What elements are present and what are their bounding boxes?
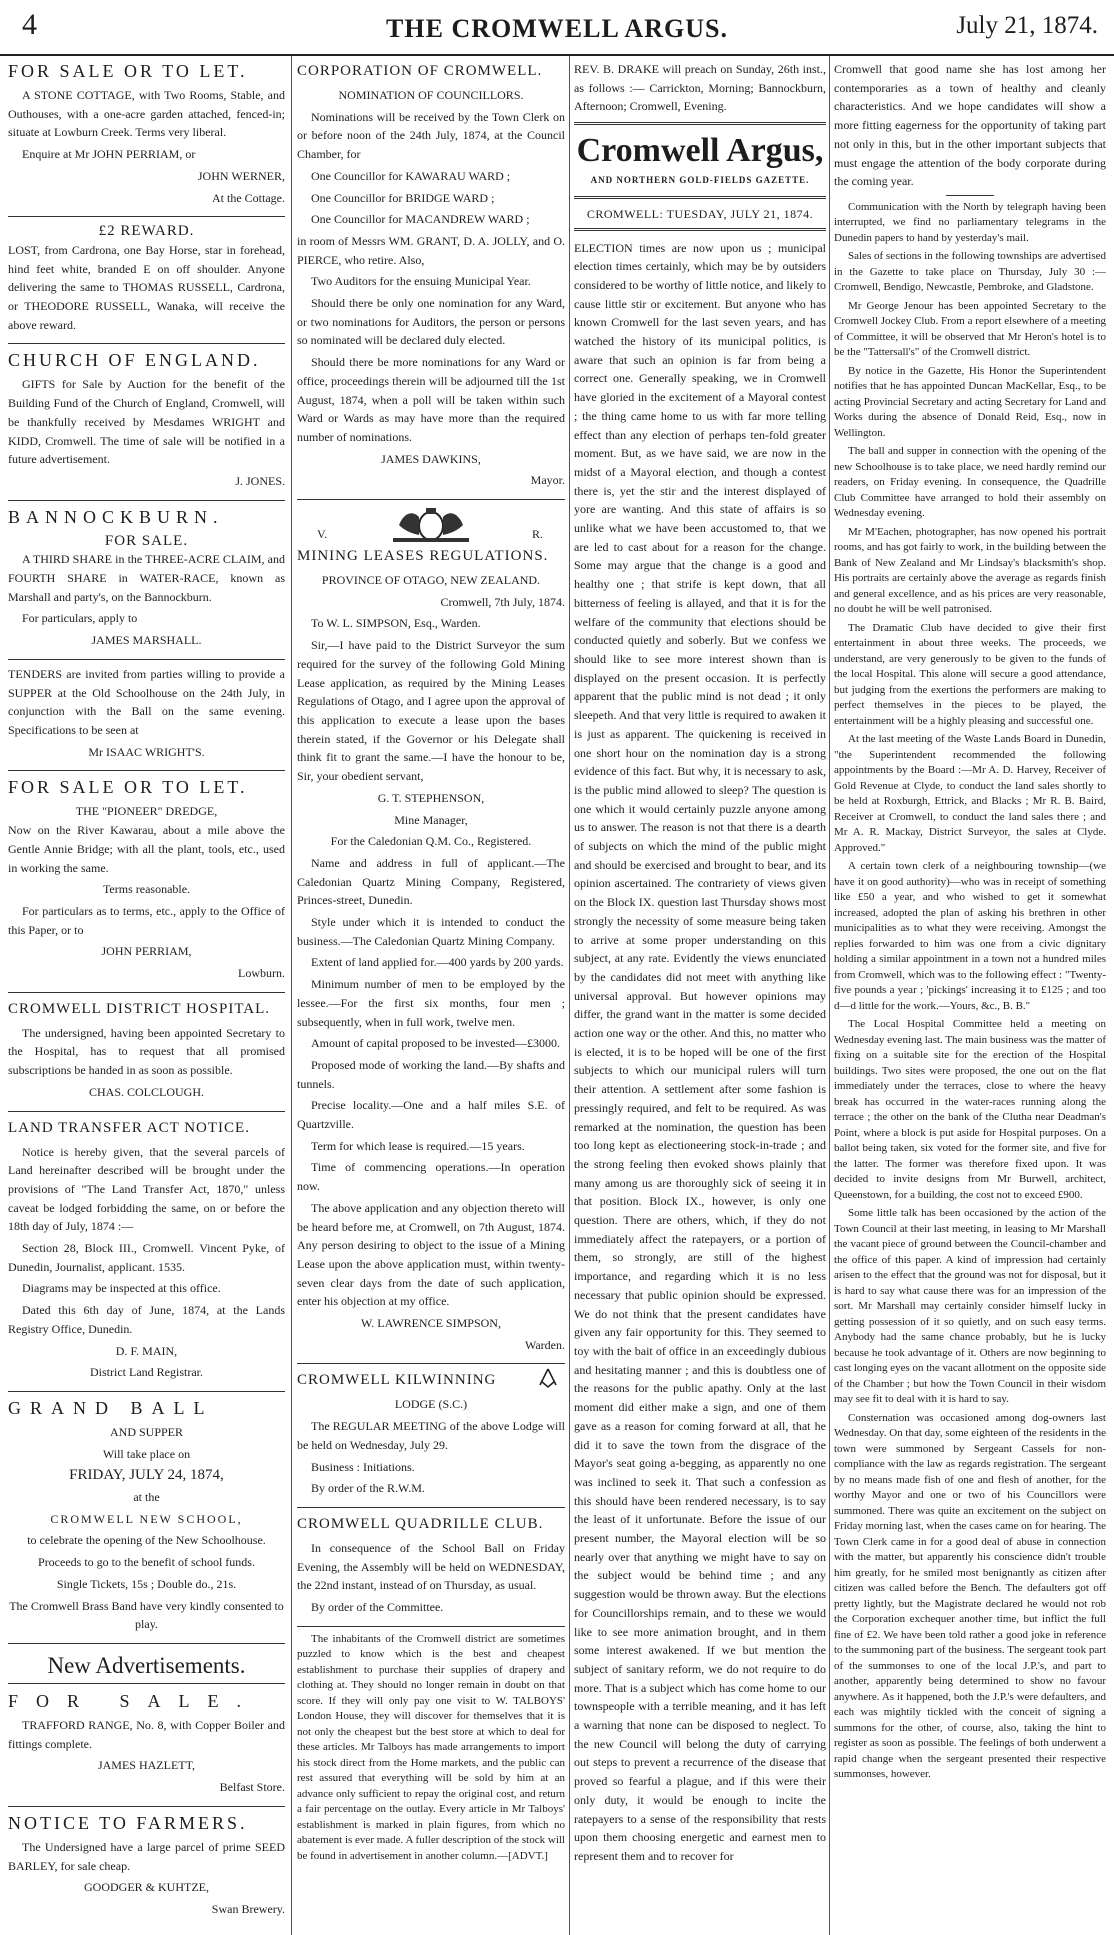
ad-heading: FOR SALE OR TO LET. [8,61,248,81]
ad-heading: FOR SALE OR TO LET. [8,777,248,798]
ad-body: GIFTS for Sale by Auction for the benefit of the Building Fund of the Church of England, Cromwell, will be thankfully received by Mesdames WRIGHT and KIDD, Cromwell. The time of sale will be notified in a future advertisement. [8,377,285,467]
ad-body: Now on the River Kawarau, about a mile above the Gentle Annie Bridge; with all the plant, tools, etc., used in working the same. [8,823,285,875]
ad-dredge [8,776,285,992]
ad-line: By order of the R.W.M. [311,1481,425,1496]
ad-line: JOHN WERNER, [197,168,285,183]
ad-line: At the Cottage. [212,190,285,205]
ad-body: Sir,—I have paid to the District Surveyor the sum required for the survey of the following Gold Mining Lease application, as required by the Mining Leases Regulations of Otago, and I agree upon the approval of this application to execute a lease upon the bases therein stated, if the Governor or his Delegate shall think fit to grant the same.—I have the honour to be, Sir, your obedient servant, [297,638,565,784]
ad-signature: JOHN PERRIAM, [101,944,192,959]
ad-body: A THIRD SHARE in the THREE-ACRE CLAIM, and FOURTH SHARE in WATER-RACE, known as Marshall and party's, on the Bannockburn. [8,552,285,604]
ad-body: Proposed mode of working the land.—By shafts and tunnels. [297,1057,565,1091]
ad-signature: JAMES HAZLETT, [97,1758,196,1773]
ad-signature: For the Caledonian Q.M. Co., Registered. [330,834,532,849]
ad-line: For particulars, apply to [22,611,138,626]
royal-crest-row [297,505,565,545]
ad-heading: CROMWELL DISTRICT HOSPITAL. [8,1000,271,1017]
ad-heading: BANNOCKBURN. [8,506,224,527]
ad-line: Terms reasonable. [102,882,191,897]
ad-body: Should there be only one nomination for any Ward, or two nominations for Auditors, the person or persons so nominated will be declared duly elected. [297,296,565,348]
ad-signature: Mine Manager, [394,812,468,827]
ad-line: at the [133,1490,160,1505]
ad-subheading: THE "PIONEER" DREDGE, [75,804,218,819]
ad-mining [297,505,565,1364]
ad-body: The REGULAR MEETING of the above Lodge will be held on Wednesday, July 29. [297,1419,565,1452]
ad-bannockburn [8,506,285,660]
ad-church [8,349,285,500]
ad-signature: G. T. STEPHENSON, [377,790,485,805]
column-4 [834,60,1106,1786]
ad-body: Name and address in full of applicant.—The Caledonian Quartz Mining Company, Registered, Princes-street, Dunedin. [297,855,565,908]
ad-signature: Belfast Store. [219,1780,285,1795]
ad-signature: Mayor. [530,473,565,488]
news-item: Consternation was occasioned among dog-owners last Wednesday. On that day, some eighteen of the residents in the town were summoned by Sergeant Cassels for non-compliance with the law as regards registration. The sergeant by no means made fish of one and flesh of another, for the worthy Mayor and one or two of his Councillors were summoned. There was quite an excitement on the subject on Friday morning last, when the cases came on for hearing. The Town Clerk came in for a good deal of abuse in connection with the matter, but apparently his conscience didn't trouble him greatly, for he smiled most benignantly as citizen after citizen was called before the Bench. The defaulters got off pretty lightly, but the Magistrate declared he would not rob the Corporation exchequer another time, but inflict the full fine of £2. We have been told rather a good joke in reference to the summoning part of the business. The sergeant took part of the summonses to one of the local J.P.'s, and part to another, apparently being determined to show no favour anywhere. As it happened, both the J.P.'s were defaulters, and each was mightily tickled with the conceit of signing a summons for the other, of course, also, taking the hint to register as soon as possible. The feelings of both underwent a rapid change when the sergeant presented their respective summonses, however. [834,1411,1106,1781]
royal-coat-of-arms-icon [383,505,479,543]
ad-line: Diagrams may be inspected at this office. [22,1281,221,1296]
newspaper-title: THE CROMWELL ARGUS. [386,14,728,43]
ad-signature: D. F. MAIN, [115,1343,178,1358]
editorial-body: ELECTION times are now upon us ; municipal election times certainly, which may be by outsiders considered to be worthy of little notice, and likely to cause little stir or excitement. But anyone who has known Cromwell for the last seven years, and has watched the history of its municipal politics, is aware that such an opinion is far from being a correct one. Generally speaking, we in Cromwell have gloried in the excitement of a Mayoral contest ; the thing came home to us with far more telling effect than any election of perhaps ten-fold greater moment. But, as we have said, we are now in the midst of a Mayoral election, and though a contest there is, yet the stir and the interest displayed of yore are wanting. And this state of affairs is so unlike what we have been accustomed to, that we are led to cast about for a reason for the change. Some may argue that the change is a good and healthy one ; that strife is kept down, that all bitterness of feeling is allayed, and that it is for the welfare of the community that elections should be conducted quietly and soberly. But we confess we should like to see more interest shown than is displayed on the present occasion. It is perfectly apparent that the public mind is not dead ; it only sleepeth. And that very little is required to awaken it is just as apparent. The quickening is received in one short hour on the nomination day is a strong evidence of this fact. But why, it is necessary to ask, is the public mind allowed to sleep? The question is one which it would certainly puzzle anyone among us to answer. The reason is not that there is a dearth of subjects on which the mind of the public might and should be exercised and brought to bear, and its opinion ascertained. The contrariety of views given on the Block IX. question last Thursday shows most strongly the necessity of some measure being taken to arrive at some proper understanding on this subject, at any rate. Evidently the views enunciated by the candidates did not meet with anything like universal approval. But however opinions may differ, the grand want in the matter is some decided action one way or the other. And this, no matter who is elected, it is to be hoped will be one of the first subjects to which our municipal rulers will turn their attention. A settlement after some fashion is pressingly required, and felt to be required. As was remarked at the nomination, the question has been too long kept as electioneering stock-in-trade ; and the strong feeling then evoked shows plainly that many among us are thoroughly sick of seeing it in that position. Block IX., however, is only one question. There are others, which, if they do not immediately affect the ratepayers, or a portion of them, so strongly, are still of the highest importance, and regarding which it is no less necessary that public opinion should be expressed. We do not think that the present candidates have given any fair opportunity for this. They seemed to toy with the bait of office in an exceedingly dubious and hesitating manner ; and this is doubtless one of the reasons for the public apathy. Only at the last moment did either make a sign, and one of them gave as a reason for coming forward at all, that he did it to save the town from the disgrace of the Mayor's seat going a-begging, as apparently no one was inclined to seek it. That such a confession as this should have been rendered necessary, is to say the least of it unfortunate. Before the issue of our present number, the Mayoral election will be so nearly over that anything we might have to say on the subject would be behind time ; and any suggestion would be thrown away. But the elections for Councillorships remain, and to these we would like to see more animation brought, and in them some interest awakened. If we but mention the subject of sanitary reform, we do not require to do more. That is a subject which has come home to our townspeople with a terrible meaning, and it has left a warning that none can be disposed to neglect. To the new Council will belong the duty of carrying out steps to prevent a recurrence of the disease that proved so fearful a plague, and if this were their only duty, it would be enough to incite the ratepayers to a sense of the responsibility that rests upon them choosing energetic and earnest men to represent them and to recover for [574,240,826,1863]
news-item: At the last meeting of the Waste Lands Board in Dunedin, "the Superintendent recommended the following appointments by the Board :—Mr A. D. Harvey, Receiver of Gold Revenue at Clyde, to conduct the land sales shortly to be held at Roxburgh, Ettrick, and Blacks ; Mr R. B. Baird, Receiver at Cromwell, to conduct the land sales there ; and Mr A. R. Mackay, District Surveyor, the sales at Clyde. Approved." [834,733,1106,854]
ad-line: Proceeds to go to the benefit of school funds. [38,1555,255,1570]
column-rule [291,56,292,1935]
ad-body: Minimum number of men to be employed by the lessee.—For the first six months, four men ; subsequently, when in full work, twelve men. [297,977,565,1029]
editorial-continued: Cromwell that good name she has lost among her contemporaries as a town of healthy and cleanly characteristics. And we hope candidates will show a more fitting eagerness for the opportunity of taking part not only in this, but in the other important subjects that must engage the attention of the body corporate during the coming year. [834,62,1106,189]
ad-body: TENDERS are invited from parties willing to provide a SUPPER at the Old Schoolhouse on the 24th July, in conjunction with the Ball on the same evening. Specifications to be seen at [8,666,285,737]
ad-body: In consequence of the School Ball on Friday Evening, the Assembly will be held on WEDNESDAY, the 22nd instant, instead of on Thursday, as usual. [297,1541,565,1593]
ad-subheading: NOMINATION OF COUNCILLORS. [338,88,524,102]
crest-letter-r: R. [531,527,543,542]
ad-body: Term for which lease is required.—15 years. [311,1138,525,1153]
ad-cottage [8,60,285,217]
ad-line: Business : Initiations. [311,1459,415,1474]
ad-signature: W. LAWRENCE SIMPSON, [361,1316,501,1331]
ad-heading: CROMWELL KILWINNING [297,1372,497,1389]
news-item: The Local Hospital Committee held a meeting on Wednesday evening last. The main business was the matter of fixing on a suitable site for the erection of the Hospital buildings. Two sites were proposed, the one out on the flat immediately under the terraces, close to where the heavy break has occurred in the water-races running along the terrace ; the other on the bank of the Clutha near Deadman's Point, where a block is put aside for Hospital purposes. On a ballot being taken, six voted for the former site, and five for the latter. The former was therefore fixed upon. It was decided to invite designs from Mr Burwell, architect, Queenstown, for a building, the cost not to exceed £900. [834,1018,1106,1201]
ad-range [8,1690,285,1807]
ad-body: Time of commencing operations.—In operation now. [297,1160,565,1194]
ad-heading: £2 REWARD. [98,223,195,240]
ad-line: PROVINCE OF OTAGO, NEW ZEALAND. [321,573,541,588]
masthead-subtitle: AND NORTHERN GOLD-FIELDS GAZETTE. [574,171,826,199]
ad-ball [8,1397,285,1644]
lodge-heading-row [297,1369,565,1391]
ad-heading: CHURCH OF ENGLAND. [8,350,261,371]
ad-line: One Councillor for KAWARAU WARD ; [311,168,511,183]
news-item: Mr M'Eachen, photographer, has now opened his portrait rooms, and has got fairly to work, in the building between the Bank of New Zealand and Mr Lindsay's blacksmith's shop. His portraits are certainly above the average as regards finish and general excellence, and as his prices are very reasonable, no doubt he will be well patronised. [834,525,1106,616]
ad-line: By order of the Committee. [311,1600,444,1615]
ad-line: One Councillor for MACANDREW WARD ; [311,212,530,227]
news-item: The Dramatic Club have decided to give their first entertainment in about three weeks. The proceeds, we understand, are very generously to be given to the funds of the local Hospital. This alone will secure a good attendance, but judging from the exertions the performers are making to perfect themselves in the pieces to be played, the entertainment will be a highly pleasing and successful one. [834,621,1106,727]
ad-body: Notice is hereby given, that the several parcels of Land hereinafter described will be brought under the provisions of "The Land Transfer Act, 1870," unless caveat be lodged forbidding the same, on or before the 18th day of July, 1874 :— [8,1144,285,1234]
ad-body: Extent of land applied for.—400 yards by 200 yards. [311,955,564,970]
ad-heading: FOR SALE. [8,1691,260,1711]
ad-subheading: LODGE (S.C.) [394,1397,468,1412]
ad-body: A STONE COTTAGE, with Two Rooms, Stable, and Outhouses, with a one-acre garden attached, fenced-in; situate at Lowburn Creek. Terms very liberal. [8,88,285,140]
talboys-notice: The inhabitants of the Cromwell district are sometimes puzzled to know which is the best and cheapest establishment to purchase their supplies of drapery and clothing at. They should no longer remain in doubt on that score. If they will only pay one visit to W. TALBOYS' London House, they will discover for themselves that it is not only the cheapest but the best store at which to deal for these articles. Mr Talboys has made arrangements to import his stock direct from the Home markets, and the public can rest assured that everything will be sold by him at an advance only sufficient to repay the original cost, and return a fair percentage on the outlay. Every article in Mr Talboys' establishment is marked in plain figures, from which no abatement is ever made. A fuller description of the stock will be found in advertisement in another column.—[ADVT.] [297,1632,565,1862]
ad-line: Single Tickets, 15s ; Double do., 21s. [56,1576,237,1591]
ad-signature: Lowburn. [238,966,285,981]
ad-farmers [8,1812,285,1919]
page-header [0,0,1114,56]
square-and-compasses-icon [537,1367,559,1389]
ad-heading: MINING LEASES REGULATIONS. [297,548,549,565]
ad-body: The Undersigned have a large parcel of prime SEED BARLEY, for sale cheap. [8,1839,285,1873]
ad-hospital [8,998,285,1112]
ad-body: TRAFFORD RANGE, No. 8, with Copper Boiler and fittings complete. [8,1718,285,1751]
ad-line: Cromwell, 7th July, 1874. [440,594,565,609]
ad-line: CROMWELL NEW SCHOOL, [50,1511,243,1526]
ad-body: Precise locality.—One and a half miles S.E. of Quartzville. [297,1098,565,1132]
ad-line: Enquire at Mr JOHN PERRIAM, or [22,147,196,162]
ad-line: For particulars as to terms, etc., apply to the Office of this Paper, or to [8,903,285,937]
ad-lodge [297,1369,565,1508]
news-item: Sales of sections in the following townships are advertised in the Gazette to take place on Thursday, July 30 :—Cromwell, Bendigo, Newcastle, Pembroke, and Gladstone. [834,250,1106,294]
ad-line: One Councillor for BRIDGE WARD ; [311,190,495,205]
ad-body: LOST, from Cardrona, one Bay Horse, star in forehead, hind feet white, branded E on off shoulder. Anyone delivering the same to THOMAS RUSSELL, Cardrona, or THEODORE RUSSELL, Wanaka, will receive the above reward. [8,242,285,332]
news-item: The ball and supper in connection with the opening of the new Schoolhouse is to take place, we need hardly remind our readers, on Friday evening. In consequence, the Quadrille Club Committee have arranged to hold their assembly on Wednesday evening. [834,445,1106,520]
news-item: Communication with the North by telegraph having been interrupted, we find no parliamentary telegrams in the Dunedin papers to hand by yesterday's mail. [834,200,1106,244]
ad-signature: JAMES MARSHALL. [91,633,202,648]
column-1 [8,60,285,1922]
ad-heading: NOTICE TO FARMERS. [8,1812,248,1833]
ad-signature: District Land Registrar. [90,1365,203,1380]
ad-land-transfer [8,1117,285,1392]
ad-signature: JAMES DAWKINS, [381,451,481,466]
ad-subheading: FOR SALE. [104,532,189,549]
ad-signature: CHAS. COLCLOUGH. [88,1084,204,1099]
ad-reward [8,222,285,344]
ad-body: Should there be more nominations for any Ward or office, proceedings therein will be adjourned till the 1st August, 1874, when a poll will be taken within such Ward or Wards as may have more than the required number of nominations. [297,355,565,444]
ad-body: Nominations will be received by the Town Clerk on or before noon of the 24th July, 1874, at the Council Chamber, for [297,109,565,162]
ad-signature: GOODGER & KUHTZE, [84,1880,209,1895]
ad-body: Section 28, Block III., Cromwell. Vincent Pyke, of Dunedin, Journalist, applicant. 1535. [8,1241,285,1274]
ad-signature: J. JONES. [235,473,285,488]
ad-body: The undersigned, having been appointed Secretary to the Hospital, has to request that all promised subscriptions be handed in as soon as possible. [8,1025,285,1078]
news-item: Mr George Jenour has been appointed Secretary to the Cromwell Jockey Club. From a report elsewhere of a meeting of Committee, it will be observed that Mr Heron's hotel is to be the "Tattersall's" of the Cromwell district. [834,299,1106,359]
ad-body: The above application and any objection thereto will be heard before me, at Cromwell, on 7th August, 1874. Any person desiring to object to the issue of a Mining Lease upon the above application must, within twenty-seven clear days from the date of such application, enter his objection at my office. [297,1200,565,1309]
ad-line: Dated this 6th day of June, 1874, at the Lands Registry Office, Dunedin. [8,1303,285,1336]
divider [946,195,994,196]
ad-heading: CROMWELL QUADRILLE CLUB. [297,1516,544,1532]
page-number: 4 [22,8,37,41]
ad-signature: Swan Brewery. [211,1901,285,1916]
column-rule [829,56,830,1935]
ad-body: in room of Messrs WM. GRANT, D. A. JOLLY, and O. PIERCE, who retire. Also, [297,233,565,267]
ad-heading: GRAND BALL [8,1397,214,1418]
ad-signature: Warden. [524,1337,565,1352]
column-3 [574,60,826,1869]
ad-heading: CORPORATION OF CROMWELL. [297,63,543,79]
ad-line: To W. L. SIMPSON, Esq., Warden. [311,616,481,631]
news-item: Some little talk has been occasioned by the action of the Town Council at their last meeting, in leasing to Mr Marshall the vacant piece of ground between the Council-chamber and the office of this paper. A kind of impression had certainly arisen to the effect that the ground was not for disposal, but it is hard to say what cause there was for an impression of the sort. Mr Marshall may certainly consider himself lucky in getting possession of it so quietly, and on such easy terms. Anybody had the same chance probably, but he is lucky because he took advantage of it. Others are now beginning to cast longing eyes on the vacant allotment on the opposite side of the Chamber ; but how the Town Council in their wisdom may see fit to deal with it is hard to say. [834,1207,1106,1406]
drake-notice: REV. B. DRAKE will preach on Sunday, 26th inst., as follows :— Carrickton, Morning; Bannockburn, Afternoon; Cromwell, Evening. [574,62,826,114]
ad-signature: Mr ISAAC WRIGHT'S. [88,744,205,759]
ad-heading: LAND TRANSFER ACT NOTICE. [8,1119,250,1136]
section-heading: New Advertisements. [8,1649,285,1684]
column-2 [297,60,565,1867]
ad-line: to celebrate the opening of the New Schoolhouse. [27,1533,266,1548]
ad-line: AND SUPPER [109,1424,184,1439]
ad-tenders [8,665,285,772]
ad-quadrille [297,1513,565,1627]
issue-date: July 21, 1874. [956,12,1098,39]
news-item: A certain town clerk of a neighbouring township—(we have it on good authority)—who was in receipt of something like £50 a year, and who wished to get it somewhat increased, adopted the plan of asking his brethren in other municipalities as to what they were receiving. Amongst the replies forwarded to him was one from a civic dignitary holding a similar appointment in a town not a hundred miles from Cromwell, which was to the following effect : "Twenty-five pounds a year ; 'pickings' increasing it to £125 ; and too d—d little for the work.—Yours, &c., B. B." [834,860,1106,1012]
ad-line: Will take place on [102,1446,191,1461]
column-rule [569,56,570,1935]
ad-body: Amount of capital proposed to be invested—£3000. [311,1036,560,1051]
ad-line: FRIDAY, JULY 24, 1874, [69,1467,224,1484]
ad-body: Style under which it is intended to conduct the business.—The Caledonian Quartz Mining Company. [297,915,565,948]
news-item: By notice in the Gazette, His Honor the Superintendent notifies that he has appointed Duncan MacKellar, Esq., to be acting Provincial Secretary and acting Secretary for Land and Works during the absence of Donald Reid, Esq., now in Wellington. [834,364,1106,439]
ad-body: Two Auditors for the ensuing Municipal Year. [311,274,531,289]
editorial-dateline: CROMWELL: TUESDAY, JULY 21, 1874. [574,205,826,231]
ad-line: The Cromwell Brass Band have very kindly consented to play. [9,1598,284,1632]
masthead-title: Cromwell Argus, [574,122,826,171]
crest-letter-v: V. [317,527,328,542]
ad-corporation [297,60,565,500]
